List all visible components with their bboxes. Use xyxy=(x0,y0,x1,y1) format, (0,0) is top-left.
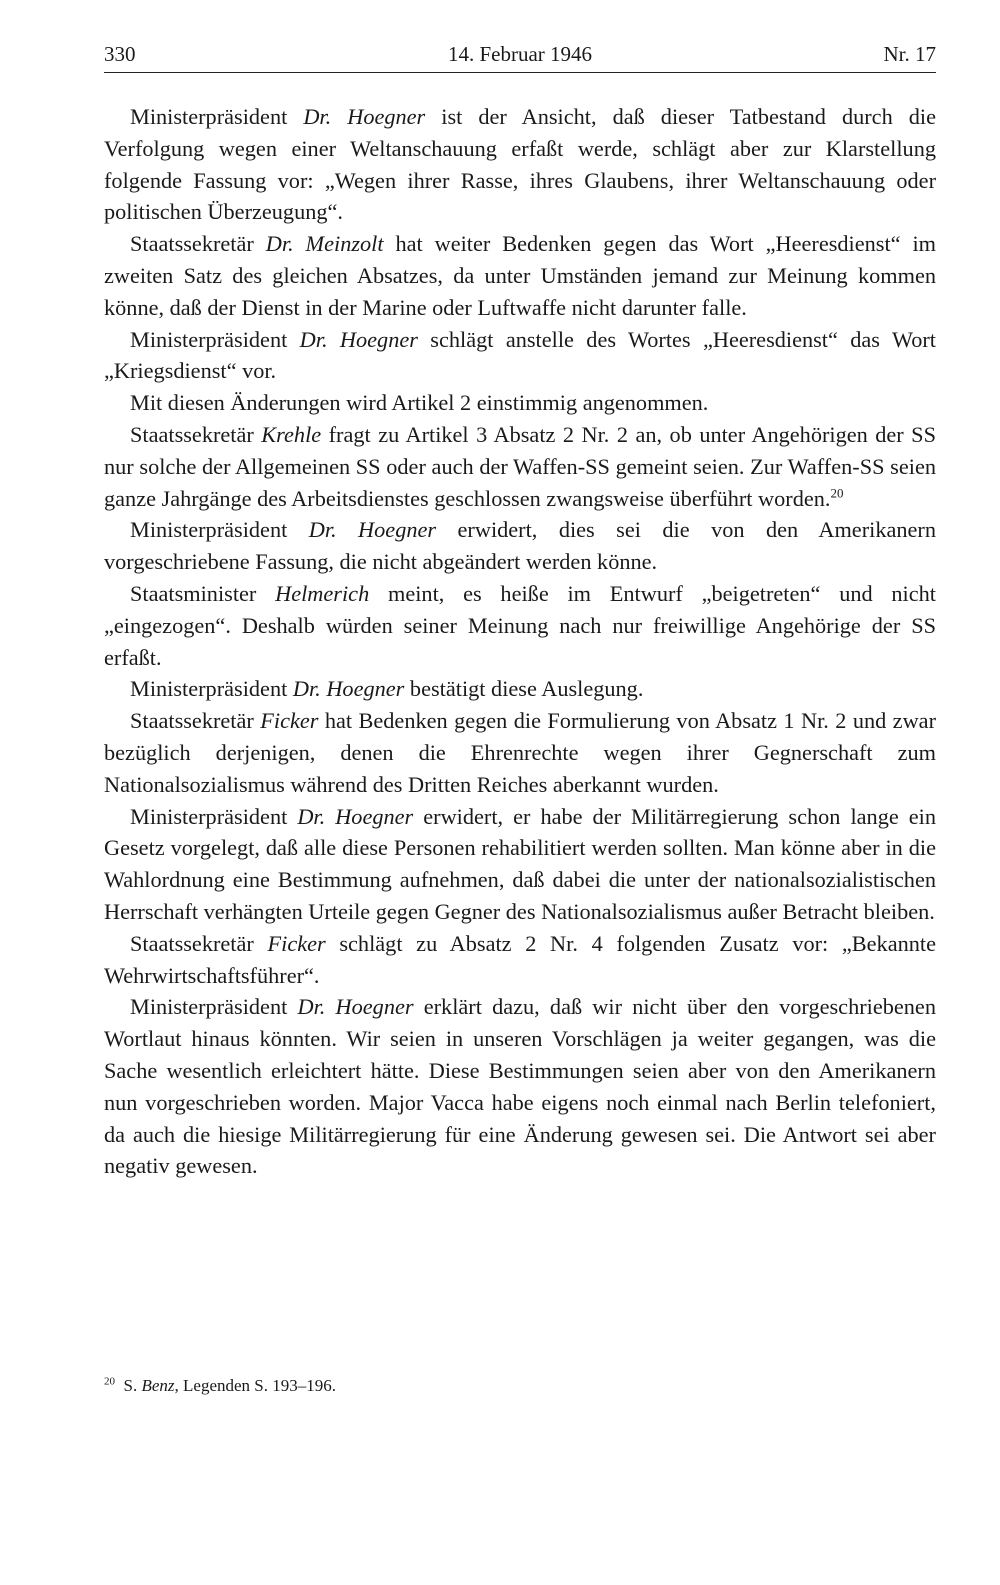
body-text xyxy=(104,101,936,1182)
paragraph-text: ist der Ansicht, daß dieser Tatbestand durch die Verfolgung wegen einer Weltanschauung erfaßt werde, schlägt aber zur Klarstellung folgende Fassung vor: „Wegen ihrer Rasse, ihres Glaubens, ihrer Weltanschauung oder politischen Überzeugung“. xyxy=(104,104,936,225)
paragraph-text: hat weiter Bedenken gegen das Wort „Heeresdienst“ im zweiten Satz des gleichen Absatzes, da unter Umständen jemand zur Meinung kommen könne, daß der Dienst in der Marine oder Luftwaffe nicht darunter falle. xyxy=(104,231,936,320)
speaker-name: Dr. Hoegner xyxy=(308,517,437,543)
paragraph xyxy=(104,324,936,388)
paragraph-text: erwidert, dies sei die von den Amerikanern vorgeschriebene Fassung, die nicht abgeändert werden könne. xyxy=(104,517,936,575)
paragraph-text: schlägt zu Absatz 2 Nr. 4 folgenden Zusatz vor: „Bekannte Wehrwirtschaftsführer“. xyxy=(104,930,936,988)
paragraph-text: Staatssekretär xyxy=(130,421,262,447)
footnote-prefix: S. xyxy=(123,1376,142,1395)
paragraph xyxy=(104,578,936,673)
paragraph xyxy=(104,387,936,419)
paragraph-text: Ministerpräsident xyxy=(130,803,298,829)
paragraph-text: Ministerpräsident xyxy=(130,676,293,702)
paragraph xyxy=(104,419,936,514)
speaker-name: Ficker xyxy=(260,708,319,734)
paragraph-text: meint, es heiße im Entwurf „beigetreten“ und nicht „eingezogen“. Deshalb würden seiner Meinung nach nur freiwillige Angehörige der SS erfaßt. xyxy=(104,580,936,670)
paragraph xyxy=(104,673,936,705)
paragraph-text: Staatssekretär xyxy=(130,930,268,956)
speaker-name: Dr. Hoegner xyxy=(297,803,414,829)
paragraph-text: Staatssekretär xyxy=(130,708,261,734)
speaker-name: Krehle xyxy=(261,421,322,447)
speaker-name: Dr. Hoegner xyxy=(299,326,418,352)
paragraph-text: schlägt anstelle des Wortes „Heeresdienst“ das Wort „Kriegsdienst“ vor. xyxy=(104,326,936,384)
footnote-citation: , Legenden S. 193–196. xyxy=(174,1376,336,1395)
speaker-name: Dr. Meinzolt xyxy=(265,231,384,257)
paragraph-text: Staatssekretär xyxy=(130,231,266,257)
footnote xyxy=(104,1374,936,1398)
paragraph xyxy=(104,991,936,1182)
paragraph-text: erwidert, er habe der Militärregierung schon lange ein Gesetz vorgelegt, daß alle diese Personen rehabilitiert werden sollten. Man könne aber in die Wahlordnung eine Bestimmung aufnehmen, daß dabei die unter der nationalsozialistischen Herrschaft verhängten Urteile gegen Gegner des Nationalsozialismus außer Betracht bleiben. xyxy=(104,803,936,924)
page-number: 330 xyxy=(104,42,136,66)
speaker-name: Dr. Hoegner xyxy=(303,104,426,129)
paragraph-text: fragt zu Artikel 3 Absatz 2 Nr. 2 an, ob unter Angehörigen der SS nur solche der Allgemeinen SS oder auch der Waffen-SS gemeint seien. Zur Waffen-SS seien ganze Jahrgänge des Arbeitsdienstes geschlossen zwangsweise überführt worden. xyxy=(104,421,936,511)
header-rule xyxy=(104,72,936,73)
footnote-reference: 20 xyxy=(830,485,844,501)
running-header xyxy=(104,38,936,78)
paragraph-text: hat Bedenken gegen die Formulierung von Absatz 1 Nr. 2 und zwar bezüglich derjenigen, denen die Ehrenrechte wegen ihrer Gegnerschaft zum Nationalsozialismus während des Dritten Reiches aberkannt wurden. xyxy=(104,708,936,797)
paragraph xyxy=(104,101,936,228)
speaker-name: Helmerich xyxy=(275,580,370,606)
speaker-name: Dr. Hoegner xyxy=(292,676,405,702)
paragraph-text: Ministerpräsident xyxy=(130,517,309,543)
footnote-marker: 20 xyxy=(104,1375,115,1388)
header-date: 14. Februar 1946 xyxy=(447,42,593,66)
paragraph-text: Ministerpräsident xyxy=(130,994,298,1020)
paragraph xyxy=(104,228,936,323)
speaker-name: Dr. Hoegner xyxy=(297,994,414,1020)
paragraph-text: Ministerpräsident xyxy=(130,326,300,352)
paragraph-text: Staatsminister xyxy=(130,580,276,606)
paragraph-text: bestätigt diese Auslegung. xyxy=(404,676,644,702)
document-number: Nr. 17 xyxy=(883,42,936,66)
footnote-author: Benz xyxy=(141,1376,175,1395)
paragraph xyxy=(104,514,936,578)
paragraph xyxy=(104,928,936,992)
paragraph xyxy=(104,705,936,800)
speaker-name: Ficker xyxy=(267,930,326,956)
paragraph-text: Mit diesen Änderungen wird Artikel 2 einstimmig angenommen. xyxy=(130,390,709,416)
paragraph-text: Ministerpräsident xyxy=(130,104,304,129)
paragraph xyxy=(104,801,936,928)
paragraph-text: erklärt dazu, daß wir nicht über den vorgeschriebenen Wortlaut hinaus könnten. Wir seien in unseren Vorschlägen ja weiter gegangen, was die Sache wesentlich erleichtert hätte. Diese Bestimmungen seien aber von den Amerikanern nun vorgeschrieben worden. Major Vacca habe eigens noch einmal nach Berlin telefoniert, da auch die hiesige Militärregierung für eine Änderung gewesen sei. Die Antwort sei aber negativ gewesen. xyxy=(104,994,936,1179)
